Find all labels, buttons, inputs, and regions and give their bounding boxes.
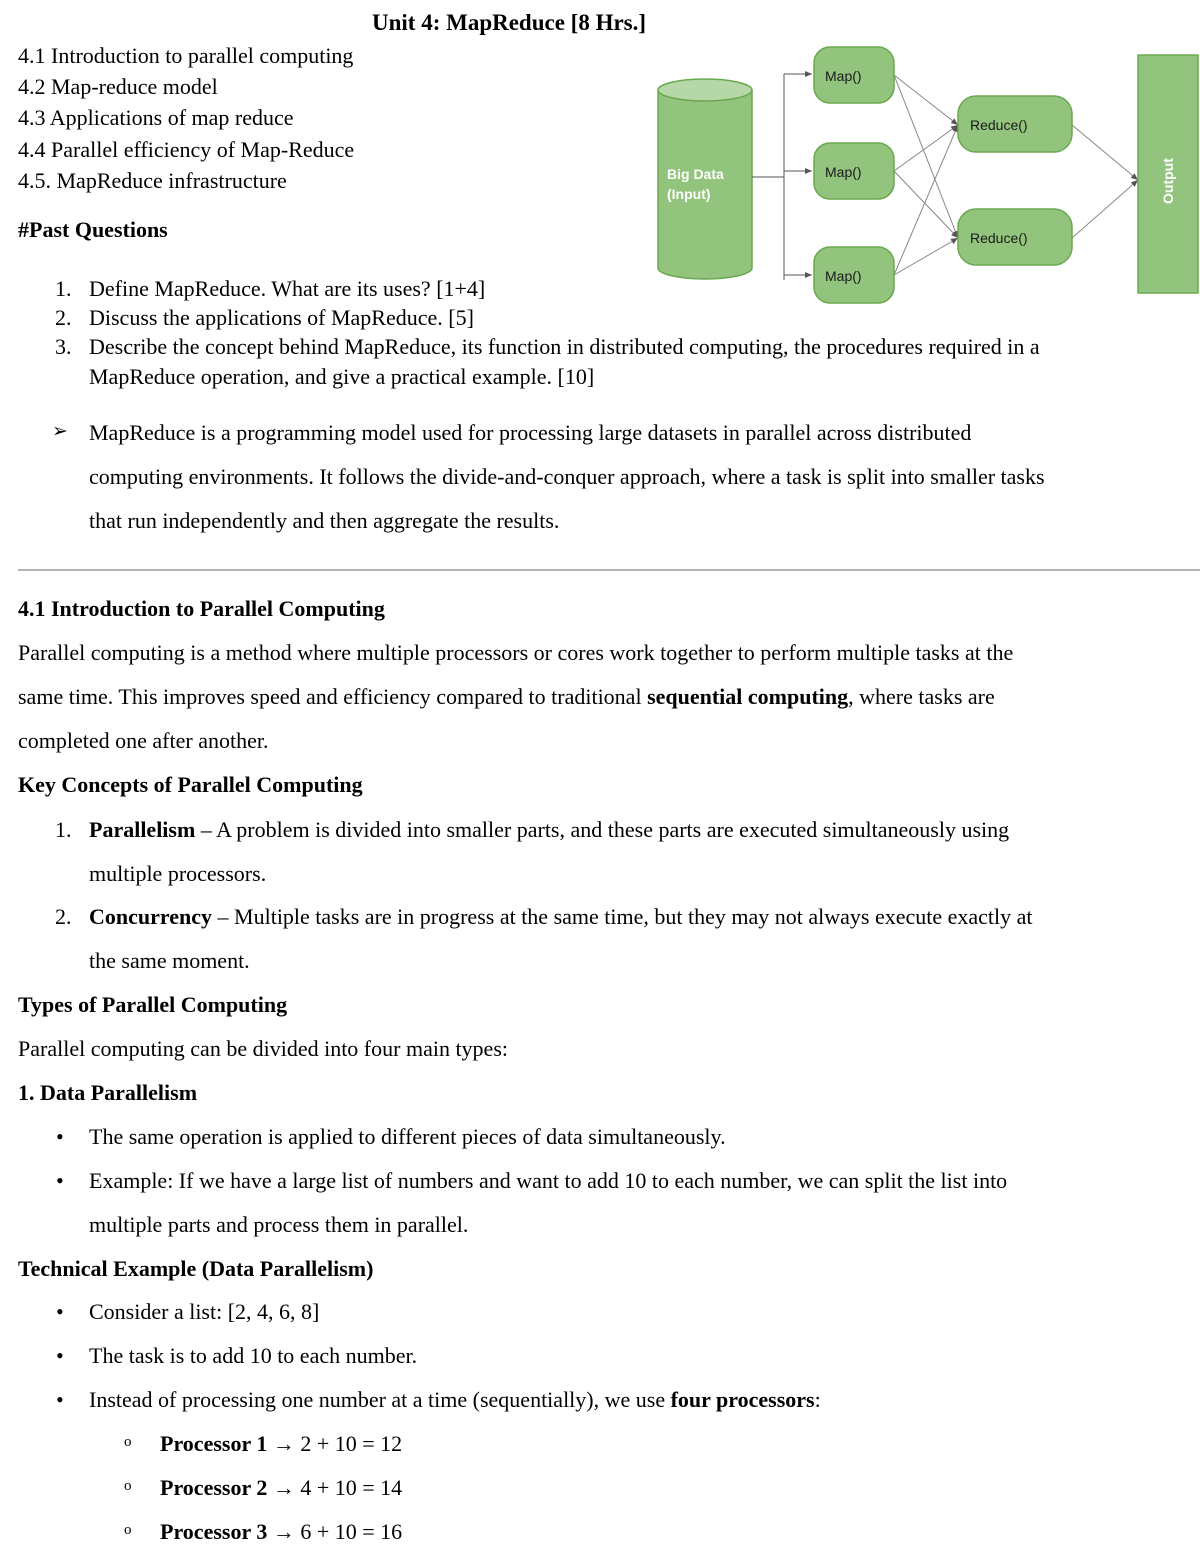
answer-line: that run independently and then aggregate the results.	[89, 508, 560, 533]
list-number: 3.	[55, 334, 72, 359]
arrow-bullet-icon: ➢	[52, 420, 68, 442]
subsection-heading: 1. Data Parallelism	[18, 1080, 198, 1105]
bullet-text: The same operation is applied to different pieces of data simultaneously.	[89, 1124, 726, 1149]
horizontal-divider	[18, 569, 1200, 571]
toc-item: 4.3 Applications of map reduce	[18, 105, 294, 130]
past-questions-heading: #Past Questions	[18, 217, 168, 242]
page-title: Unit 4: MapReduce [8 Hrs.]	[372, 10, 647, 35]
reduce-node	[958, 209, 1072, 265]
subsection-heading: Key Concepts of Parallel Computing	[18, 772, 363, 797]
bullet-text: Instead of processing one number at a time (sequentially), we use four processors:	[89, 1387, 821, 1412]
list-number: 1.	[55, 276, 72, 301]
list-number: 1.	[55, 817, 72, 842]
toc-item: 4.2 Map-reduce model	[18, 74, 218, 99]
reduce-label: Reduce()	[970, 117, 1028, 133]
section-heading: 4.1 Introduction to Parallel Computing	[18, 596, 385, 621]
output-label: Output	[1160, 158, 1176, 204]
input-label: Big Data	[667, 166, 724, 182]
toc-item: 4.5. MapReduce infrastructure	[18, 168, 287, 193]
sub-bullet-icon: o	[124, 1434, 132, 1450]
map-label: Map()	[825, 68, 862, 84]
list-item: Parallelism – A problem is divided into smaller parts, and these parts are executed simultaneously using	[89, 817, 1010, 842]
mapreduce-diagram	[640, 40, 1200, 310]
sub-bullet-icon: o	[124, 1478, 132, 1494]
bullet-icon: •	[56, 1387, 64, 1412]
list-number: 2.	[55, 305, 72, 330]
reduce-node	[958, 96, 1072, 152]
bullet-icon: •	[56, 1124, 64, 1149]
paragraph-line: same time. This improves speed and efficiency compared to traditional sequential computing, where tasks are	[18, 684, 995, 709]
toc-item: 4.4 Parallel efficiency of Map-Reduce	[18, 137, 355, 162]
input-label: (Input)	[667, 186, 711, 202]
paragraph-line: Parallel computing is a method where multiple processors or cores work together to perform multiple tasks at the	[18, 640, 1014, 665]
list-item-continued: the same moment.	[89, 948, 250, 973]
bullet-text: The task is to add 10 to each number.	[89, 1343, 418, 1368]
sub-bullet-icon: o	[124, 1522, 132, 1538]
answer-line: MapReduce is a programming model used for processing large datasets in parallel across distributed	[89, 420, 972, 445]
subsection-heading: Types of Parallel Computing	[18, 992, 288, 1017]
toc-item: 4.1 Introduction to parallel computing	[18, 43, 354, 68]
map-node	[814, 143, 894, 199]
reduce-label: Reduce()	[970, 230, 1028, 246]
bullet-icon: •	[56, 1168, 64, 1193]
list-item: Concurrency – Multiple tasks are in progress at the same time, but they may not always execute exactly at	[89, 904, 1033, 929]
processor-line: Processor 2 → 4 + 10 = 14	[160, 1475, 403, 1500]
processor-line: Processor 1 → 2 + 10 = 12	[160, 1431, 403, 1456]
question-text: Define MapReduce. What are its uses? [1+4]	[89, 276, 486, 301]
question-text: Describe the concept behind MapReduce, its function in distributed computing, the procedures required in a	[89, 334, 1040, 359]
bullet-text: multiple parts and process them in parallel.	[89, 1212, 469, 1237]
bold-term: sequential computing	[647, 684, 849, 709]
question-text: Discuss the applications of MapReduce. [5]	[89, 305, 474, 330]
big-data-cylinder	[658, 79, 752, 279]
map-label: Map()	[825, 164, 862, 180]
output-box	[1138, 55, 1198, 293]
subsection-heading: Technical Example (Data Parallelism)	[18, 1256, 374, 1281]
question-text: MapReduce operation, and give a practical example. [10]	[89, 364, 595, 389]
map-node	[814, 47, 894, 103]
bullet-icon: •	[56, 1343, 64, 1368]
list-number: 2.	[55, 904, 72, 929]
list-item-continued: multiple processors.	[89, 861, 267, 886]
paragraph-line: completed one after another.	[18, 728, 269, 753]
map-node	[814, 247, 894, 303]
bullet-text: Consider a list: [2, 4, 6, 8]	[89, 1299, 320, 1324]
processor-line: Processor 3 → 6 + 10 = 16	[160, 1519, 403, 1544]
map-label: Map()	[825, 268, 862, 284]
answer-line: computing environments. It follows the divide-and-conquer approach, where a task is split into smaller tasks	[89, 464, 1045, 489]
bullet-text: Example: If we have a large list of numbers and want to add 10 to each number, we can split the list into	[89, 1168, 1008, 1193]
paragraph-line: Parallel computing can be divided into four main types:	[18, 1036, 508, 1061]
bullet-icon: •	[56, 1299, 64, 1324]
